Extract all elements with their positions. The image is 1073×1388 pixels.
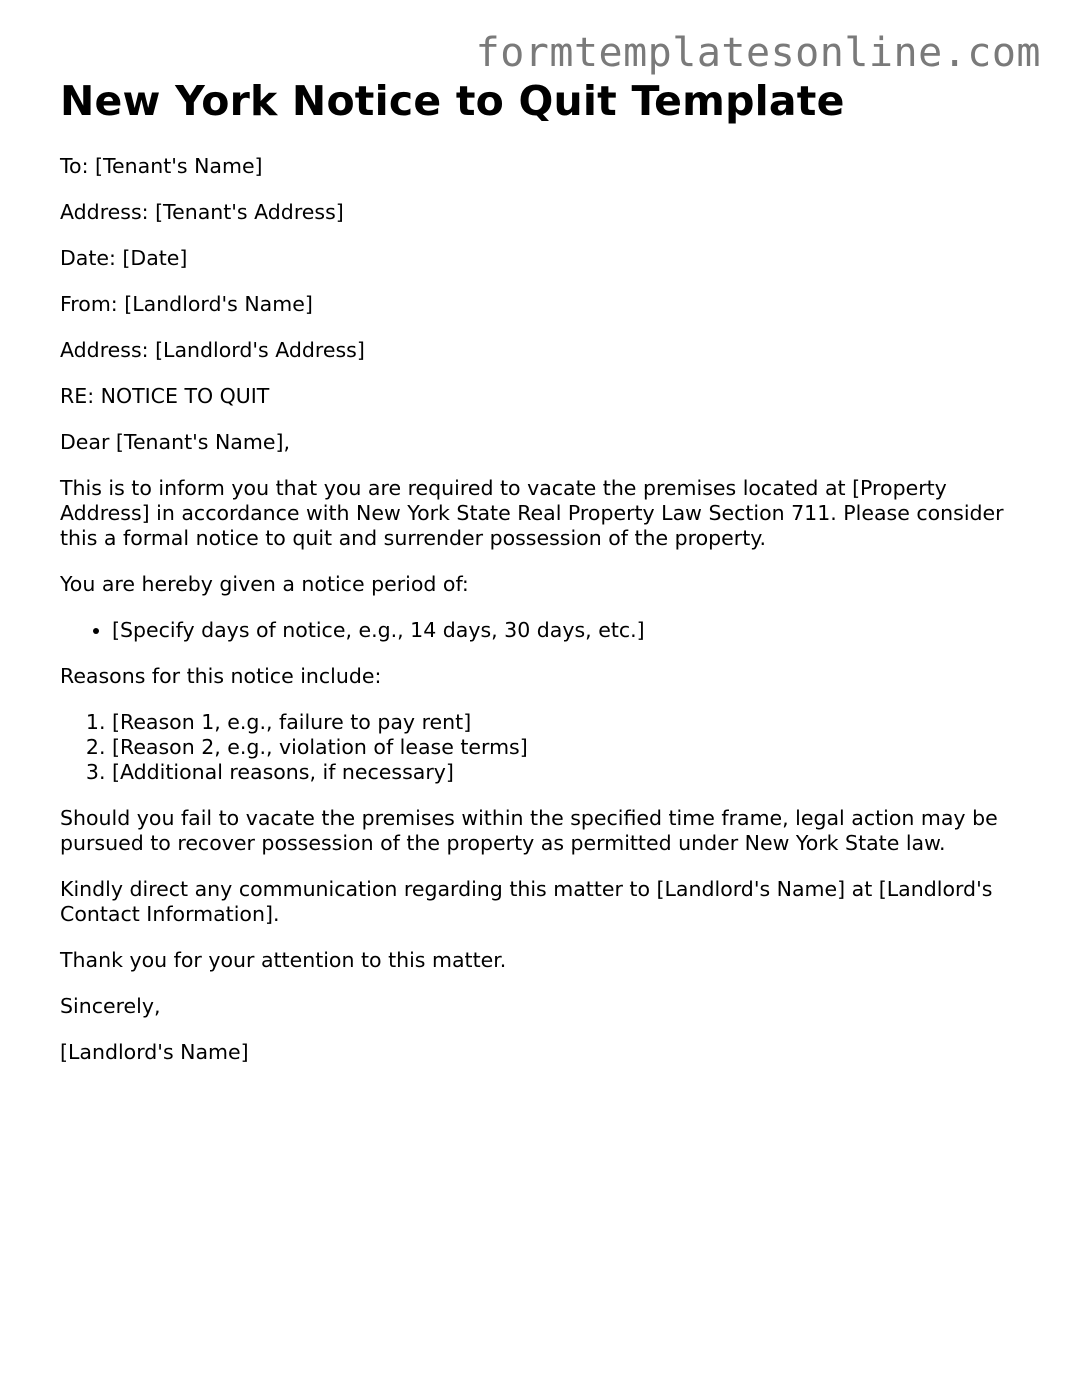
list-item: • [Specify days of notice, e.g., 14 days, 30 days, etc.]	[112, 618, 1030, 643]
salutation: Dear [Tenant's Name],	[60, 430, 290, 454]
tenant-address-line: Address: [Tenant's Address]	[60, 200, 344, 224]
list-item: 3. [Additional reasons, if necessary]	[112, 760, 1030, 785]
notice-period-label: You are hereby given a notice period of:	[60, 572, 469, 596]
contact-paragraph: Kindly direct any communication regarding this matter to [Landlord's Name] at [Landlord's Contact Information].	[60, 877, 993, 926]
list-item: 2. [Reason 2, e.g., violation of lease terms]	[112, 735, 1030, 760]
watermark: formtemplatesonline.com	[475, 30, 1041, 76]
re-line: RE: NOTICE TO QUIT	[60, 384, 270, 408]
page-title: New York Notice to Quit Template	[60, 77, 845, 125]
reasons-list	[60, 710, 1030, 785]
reasons-label: Reasons for this notice include:	[60, 664, 382, 688]
closing: Sincerely,	[60, 994, 161, 1018]
consequence-paragraph: Should you fail to vacate the premises within the specified time frame, legal action may be pursued to recover possession of the property as permitted under New York State law.	[60, 806, 998, 855]
date-line: Date: [Date]	[60, 246, 188, 270]
signature: [Landlord's Name]	[60, 1040, 249, 1064]
intro-paragraph: This is to inform you that you are required to vacate the premises located at [Property Address] in accordance with New York State Real Property Law Section 711. Please consider this a formal notice to quit and surrender possession of the property.	[60, 476, 1004, 550]
landlord-address-line: Address: [Landlord's Address]	[60, 338, 365, 362]
to-line: To: [Tenant's Name]	[60, 154, 263, 178]
from-line: From: [Landlord's Name]	[60, 292, 313, 316]
notice-period-list	[60, 618, 1030, 643]
thanks-paragraph: Thank you for your attention to this matter.	[60, 948, 507, 972]
document-body	[60, 74, 1030, 1086]
list-item: 1. [Reason 1, e.g., failure to pay rent]	[112, 710, 1030, 735]
